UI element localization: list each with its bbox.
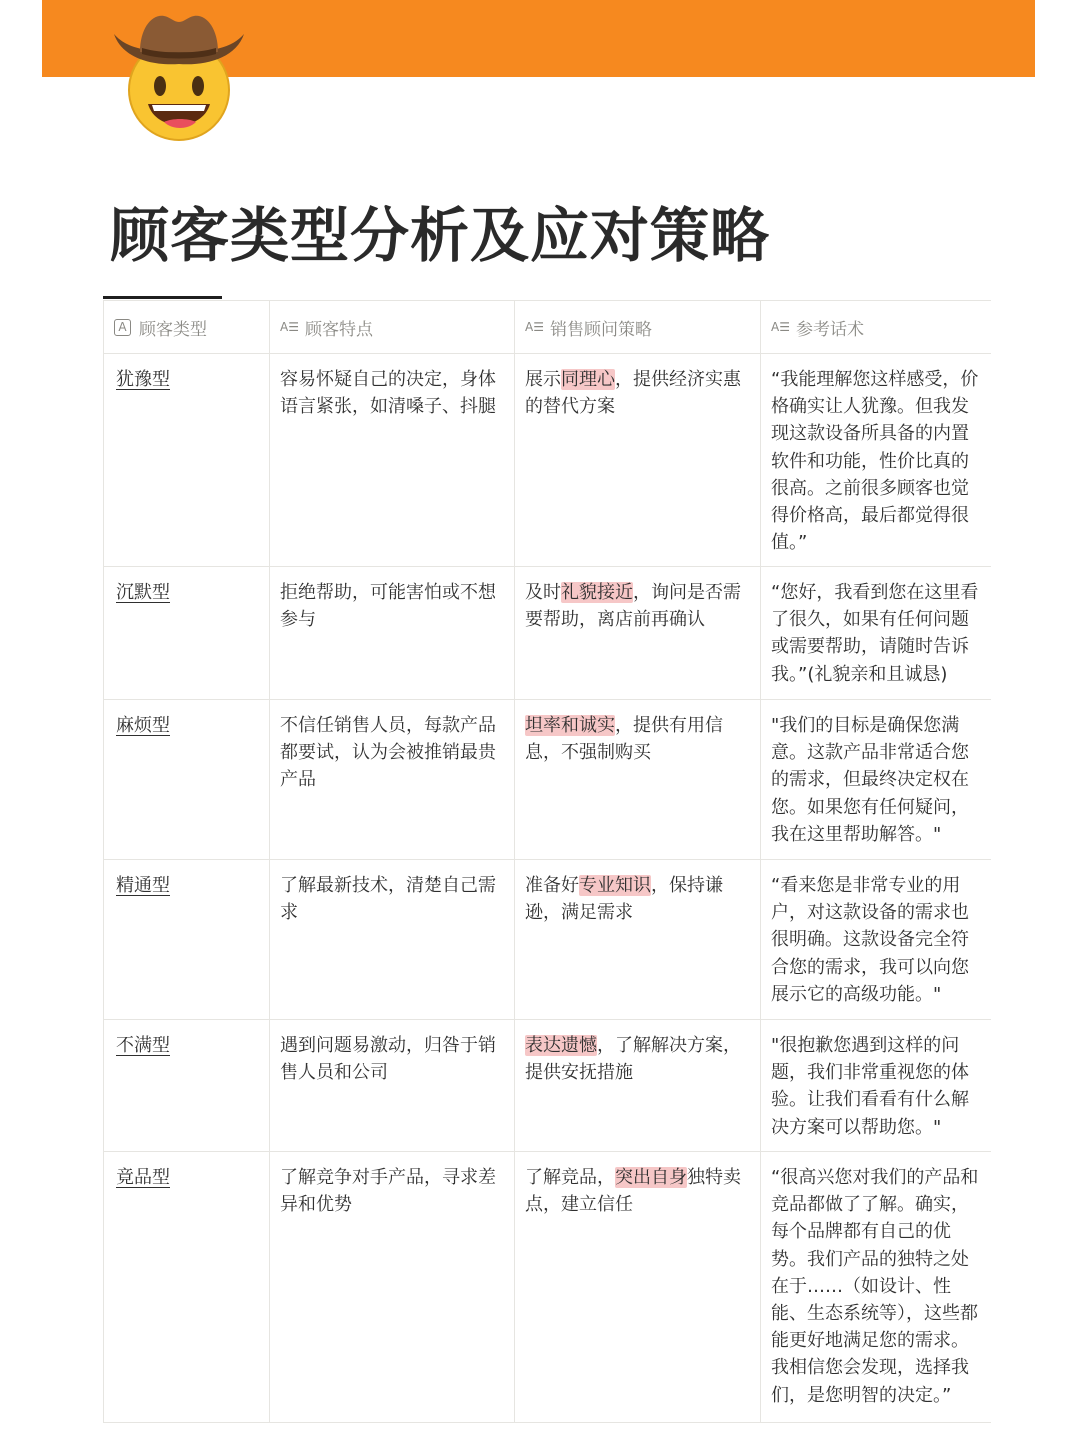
strategy-highlight: 同理心 xyxy=(561,369,615,390)
cell-traits[interactable]: 拒绝帮助，可能害怕或不想参与 xyxy=(270,567,515,700)
cell-script[interactable]: "很抱歉您遇到这样的问题，我们非常重视您的体验。让我们看看有什么解决方案可以帮助您。" xyxy=(761,1020,991,1152)
cell-strategy[interactable] xyxy=(515,1020,761,1152)
text-property-icon: A☰ xyxy=(525,320,544,334)
row-title-link[interactable]: 麻烦型 xyxy=(116,715,170,736)
strategy-highlight: 突出自身 xyxy=(615,1167,687,1188)
table-row xyxy=(104,860,991,1020)
column-header-label: 销售顾问策略 xyxy=(550,320,652,340)
cell-strategy[interactable] xyxy=(515,700,761,860)
cell-type[interactable] xyxy=(104,860,270,1020)
cell-strategy[interactable] xyxy=(515,567,761,700)
text-property-icon: A☰ xyxy=(280,320,299,334)
row-title-link[interactable]: 精通型 xyxy=(116,875,170,896)
cell-script[interactable]: “很高兴您对我们的产品和竞品都做了了解。确实，每个品牌都有自己的优势。我们产品的独特之处在于……（如设计、性能、生态系统等），这些都能更好地满足您的需求。我相信您会发现，选择我们，是您明智的决定。” xyxy=(761,1152,991,1423)
column-header-traits[interactable] xyxy=(270,301,515,354)
view-tab-indicator[interactable] xyxy=(103,296,222,299)
column-header-label: 顾客特点 xyxy=(305,320,373,340)
strategy-highlight: 礼貌接近 xyxy=(561,582,633,603)
strategy-text: 及时 xyxy=(525,582,561,603)
strategy-text: ，询问是否需要帮助，离店前再确认 xyxy=(525,582,741,631)
cell-type[interactable] xyxy=(104,354,270,567)
strategy-text: 了解竞品， xyxy=(525,1167,615,1188)
row-title-link[interactable]: 沉默型 xyxy=(116,582,170,603)
strategy-text: ，提供经济实惠的替代方案 xyxy=(525,369,741,418)
table-row xyxy=(104,1152,991,1423)
cowboy-emoji-icon[interactable] xyxy=(112,8,247,143)
cell-traits[interactable]: 了解最新技术，清楚自己需求 xyxy=(270,860,515,1020)
cell-script[interactable]: "我们的目标是确保您满意。这款产品非常适合您的需求，但最终决定权在您。如果您有任何疑问，我在这里帮助解答。" xyxy=(761,700,991,860)
strategy-text: 准备好 xyxy=(525,875,579,896)
column-header-type[interactable] xyxy=(104,301,270,354)
row-title-link[interactable]: 竟品型 xyxy=(116,1167,170,1188)
strategy-highlight: 专业知识 xyxy=(579,875,651,896)
cell-strategy[interactable] xyxy=(515,1152,761,1423)
strategy-highlight: 表达遗憾 xyxy=(525,1035,597,1056)
cell-type[interactable] xyxy=(104,1020,270,1152)
cell-type[interactable] xyxy=(104,700,270,860)
strategy-text: ，保持谦逊，满足需求 xyxy=(525,875,723,924)
strategy-highlight: 坦率和诚实 xyxy=(525,715,615,736)
text-property-icon: A☰ xyxy=(771,320,790,334)
cell-strategy[interactable] xyxy=(515,860,761,1020)
cell-type[interactable] xyxy=(104,1152,270,1423)
cell-traits[interactable]: 遇到问题易激动，归咎于销售人员和公司 xyxy=(270,1020,515,1152)
strategy-text: ，了解解决方案，提供安抚措施 xyxy=(525,1035,741,1084)
column-header-strategy[interactable] xyxy=(515,301,761,354)
cell-traits[interactable]: 了解竞争对手产品，寻求差异和优势 xyxy=(270,1152,515,1423)
cell-script[interactable]: “您好，我看到您在这里看了很久，如果有任何问题或需要帮助，请随时告诉我。”(礼貌亲和且诚恳) xyxy=(761,567,991,700)
table-row xyxy=(104,1020,991,1152)
row-title-link[interactable]: 犹豫型 xyxy=(116,369,170,390)
page-title[interactable]: 顾客类型分析及应对策略 xyxy=(110,201,771,270)
cell-script[interactable]: “看来您是非常专业的用户，对这款设备的需求也很明确。这款设备完全符合您的需求，我可以向您展示它的高级功能。" xyxy=(761,860,991,1020)
table-header-row xyxy=(104,301,991,354)
column-header-label: 参考话术 xyxy=(796,320,864,340)
strategy-text: 展示 xyxy=(525,369,561,390)
cell-script[interactable]: “我能理解您这样感受，价格确实让人犹豫。但我发现这款设备所具备的内置软件和功能，性价比真的很高。之前很多顾客也觉得价格高，最后都觉得很值。” xyxy=(761,354,991,567)
column-header-label: 顾客类型 xyxy=(139,320,207,340)
table-row xyxy=(104,354,991,567)
cell-traits[interactable]: 容易怀疑自己的决定，身体语言紧张，如清嗓子、抖腿 xyxy=(270,354,515,567)
row-title-link[interactable]: 不满型 xyxy=(116,1035,170,1056)
cell-type[interactable] xyxy=(104,567,270,700)
table-row xyxy=(104,700,991,860)
cell-strategy[interactable] xyxy=(515,354,761,567)
table-row xyxy=(104,567,991,700)
title-property-icon: A xyxy=(114,319,131,336)
strategy-text: 独特卖点，建立信任 xyxy=(525,1167,741,1216)
strategy-text: ，提供有用信息，不强制购买 xyxy=(525,715,723,764)
column-header-script[interactable] xyxy=(761,301,991,354)
cell-traits[interactable]: 不信任销售人员，每款产品都要试，认为会被推销最贵产品 xyxy=(270,700,515,860)
database-table xyxy=(103,300,990,1423)
